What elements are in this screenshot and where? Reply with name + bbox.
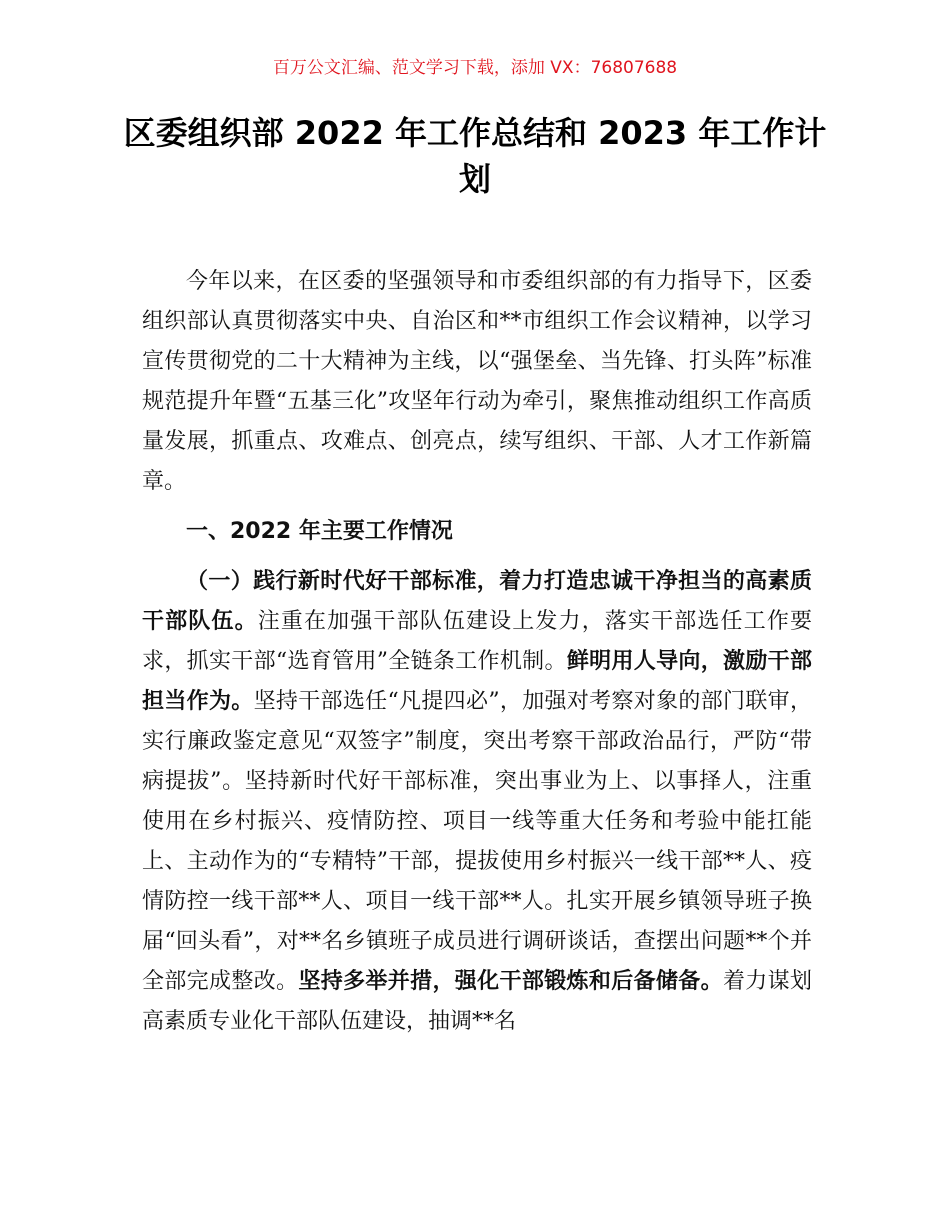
subsection-bold-2: 鲜明用人导向，激励干部担当作为。 (142, 649, 812, 714)
subsection-paragraph (142, 562, 812, 1042)
document-title: 区委组织部 2022 年工作总结和 2023 年工作计划 (123, 114, 827, 198)
subsection-bold-3: 坚持多举并措，强化干部锻炼和后备储备。 (298, 969, 723, 994)
subsection-title: （一）践行新时代好干部标准，着力打造忠诚干净担当的高素质干部队伍。 (142, 569, 812, 634)
document-body (142, 262, 812, 1042)
watermark-text: 百万公文汇编、范文学习下载，添加 VX：76807688 (272, 58, 678, 78)
subsection-text-1: 注重在加强干部队伍建设上发力，落实干部选任工作要求，抓实干部“选育管用”全链条工作机制。 (142, 609, 812, 674)
intro-paragraph: 今年以来，在区委的坚强领导和市委组织部的有力指导下，区委组织部认真贯彻落实中央、自治区和**市组织工作会议精神，以学习宣传贯彻党的二十大精神为主线，以“强堡垒、当先锋、打头阵”标准规范提升年暨“五基三化”攻坚年行动为牵引，聚焦推动组织工作高质量发展，抓重点、攻难点、创亮点，续写组织、干部、人才工作新篇章。 (142, 269, 812, 494)
subsection-text-2: 坚持干部选任“凡提四必”，加强对考察对象的部门联审，实行廉政鉴定意见“双签字”制度，突出考察干部政治品行，严防“带病提拔”。坚持新时代好干部标准，突出事业为上、以事择人，注重使用在乡村振兴、疫情防控、项目一线等重大任务和考验中能扛能上、主动作为的“专精特”干部，提拔使用乡村振兴一线干部**人、疫情防控一线干部**人、项目一线干部**人。扎实开展乡镇领导班子换届“回头看”，对**名乡镇班子成员进行调研谈话，查摆出问题**个并全部完成整改。 (142, 689, 812, 994)
section-heading: 一、2022 年主要工作情况 (186, 519, 453, 544)
subsection-text-3: 着力谋划高素质专业化干部队伍建设，抽调**名 (142, 969, 812, 1034)
